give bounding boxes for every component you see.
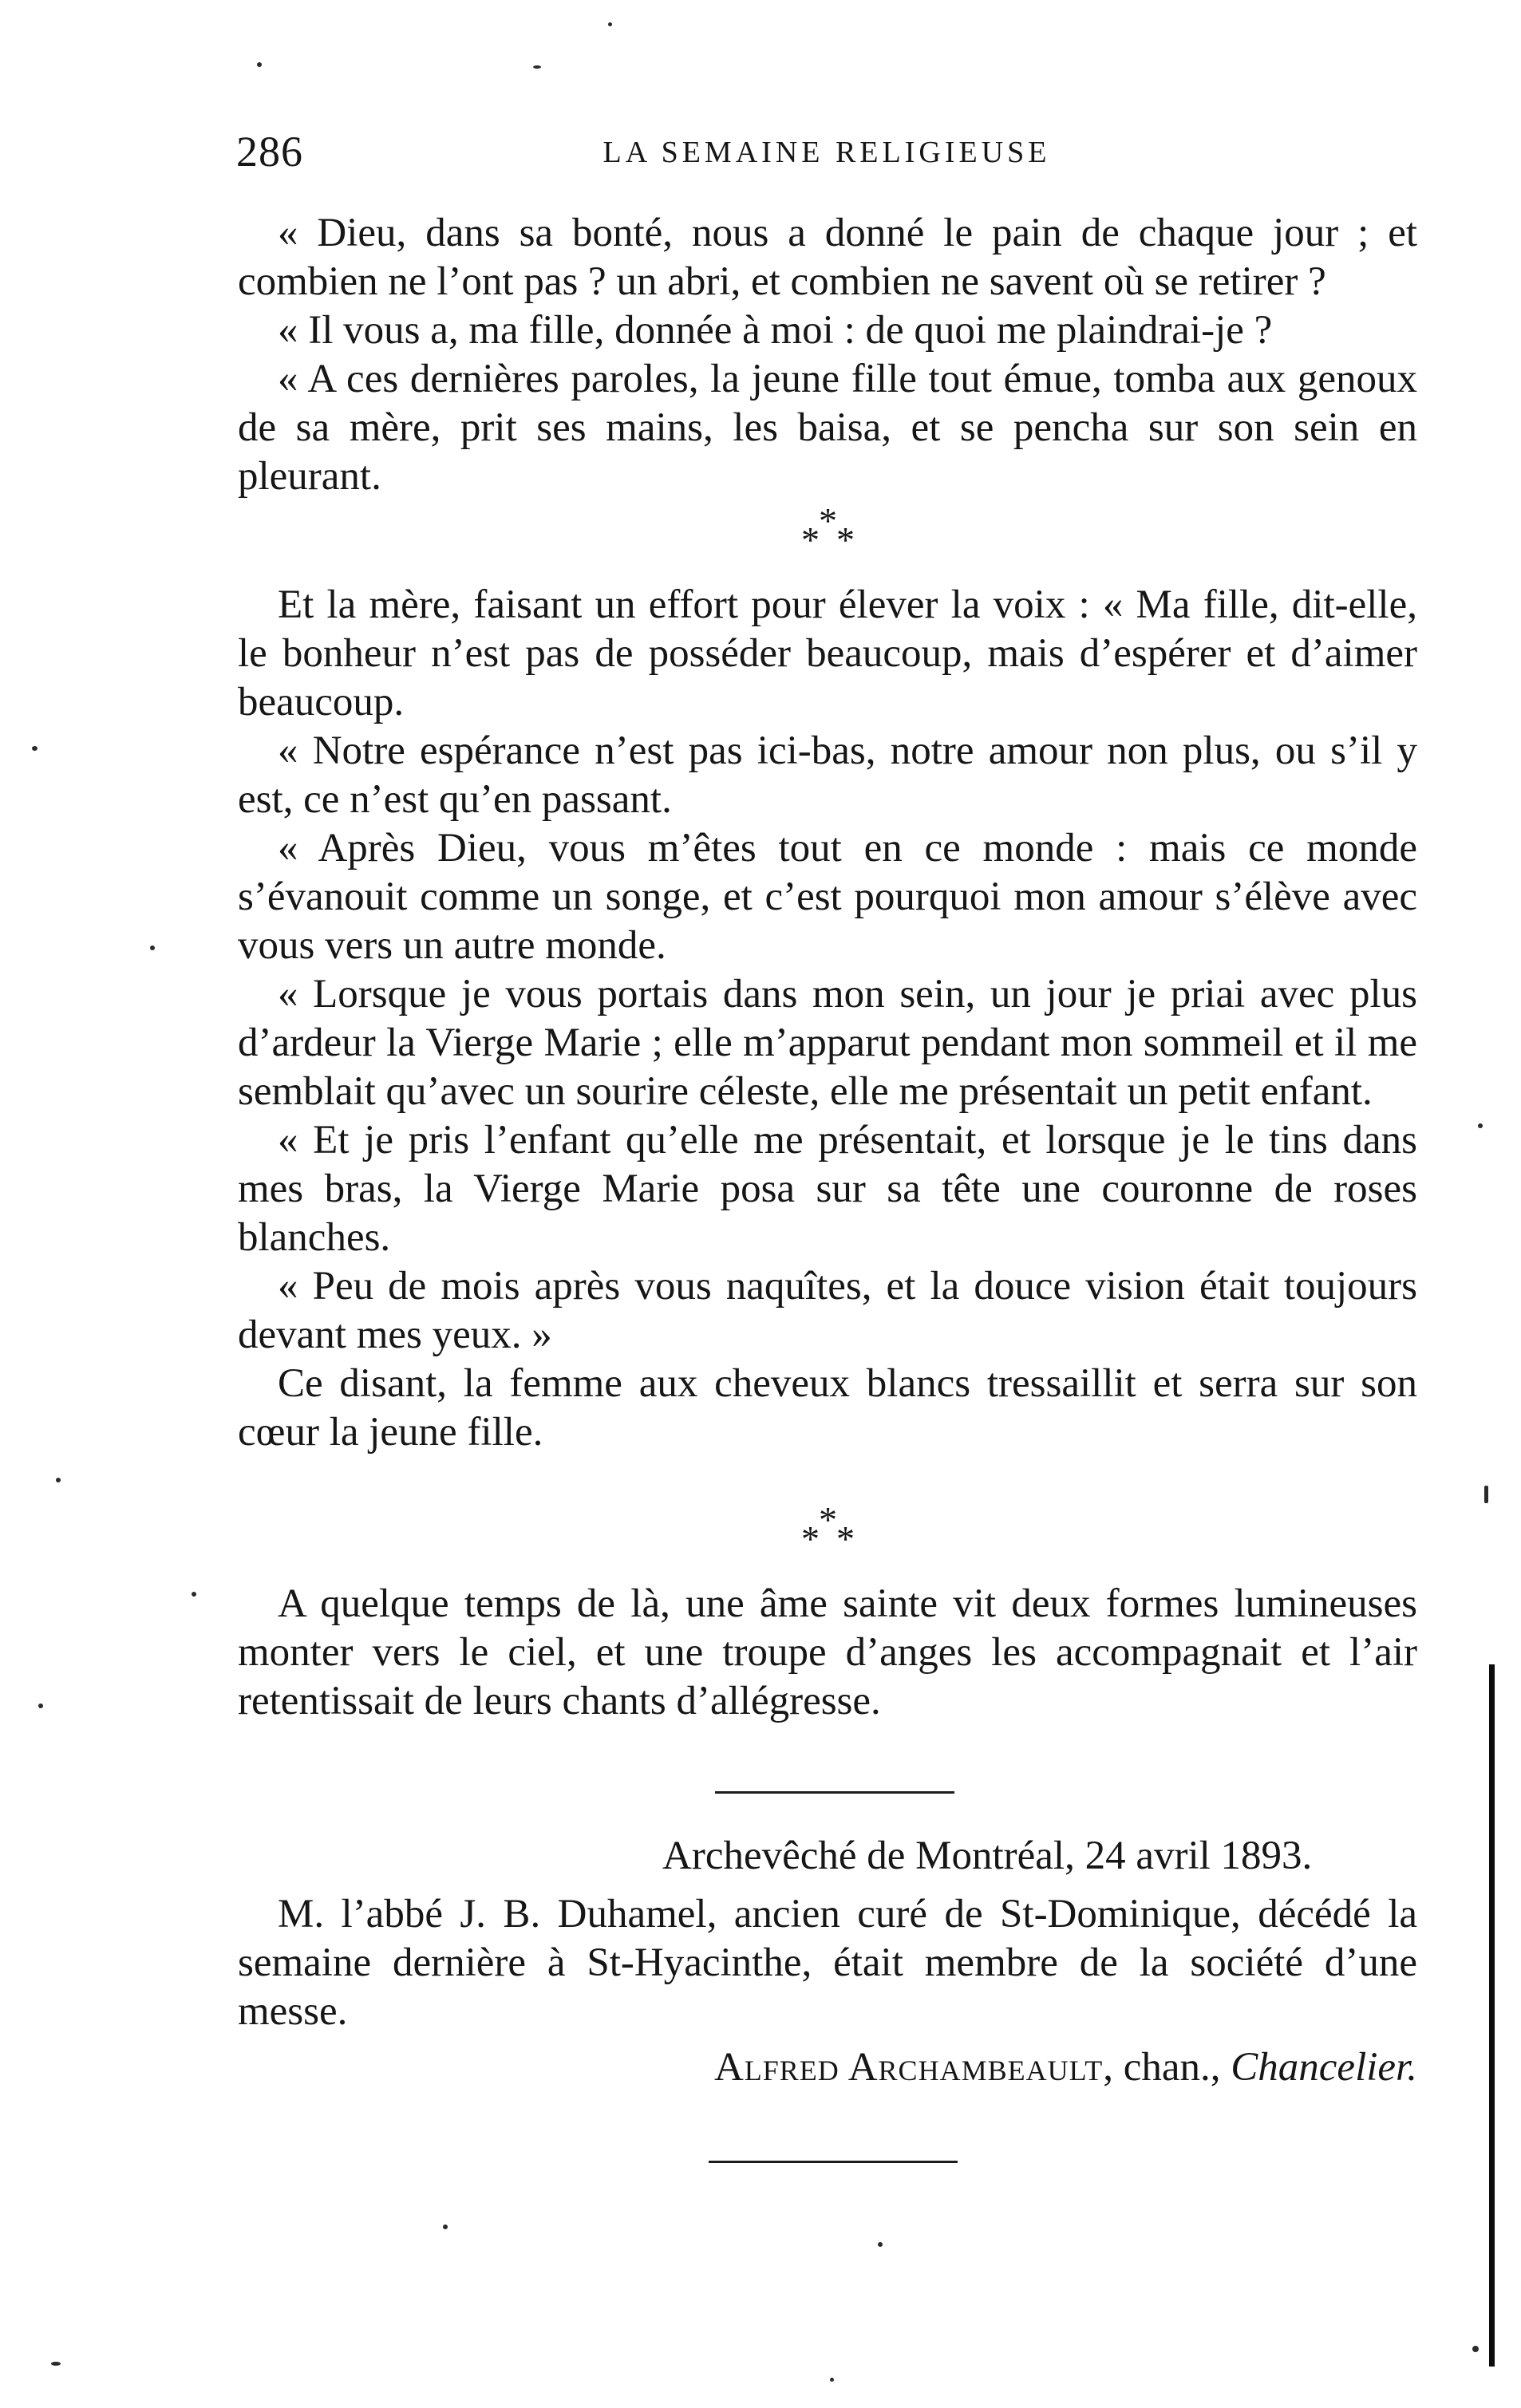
- paragraph: M. l’abbé J. B. Duhamel, ancien curé de St-Dominique, décédé la semaine dernière à St-Hyacinthe, était membre de la société d’une messe.: [238, 1892, 1417, 2034]
- paragraph: A quelque temps de là, une âme sainte vit deux formes lumineuses monter vers le ciel, et une troupe d’anges les accompagnait et l’air retentissait de leurs chants d’allégresse.: [238, 1581, 1417, 1723]
- page-header: [236, 124, 1417, 180]
- asterisk-glyph: *: [801, 519, 820, 560]
- paragraph: Et la mère, faisant un effort pour élever la voix : « Ma fille, dit-elle, le bonheur n’est pas de posséder beaucoup, mais d’espérer et d’aimer beaucoup.: [238, 582, 1417, 724]
- scan-speck: [608, 22, 612, 26]
- scan-speck: [533, 65, 541, 69]
- scan-speck: [1472, 2346, 1479, 2352]
- scan-speck: [38, 1703, 43, 1708]
- scan-speck: [878, 2242, 883, 2247]
- asterisk-glyph: *: [819, 1499, 837, 1540]
- scan-speck: [51, 2362, 61, 2366]
- asterism-separator: [798, 500, 862, 566]
- scan-speck: [443, 2224, 448, 2229]
- asterisk-glyph: *: [836, 1518, 855, 1559]
- scan-speck: [1484, 1486, 1488, 1503]
- page-number: 286: [236, 128, 303, 176]
- paragraph: « Il vous a, ma fille, donnée à moi : de quoi me plaindrai-je ?: [278, 308, 1273, 353]
- text-section-2: [238, 581, 1417, 1457]
- running-title: LA SEMAINE RELIGIEUSE: [602, 136, 1051, 169]
- paragraph: « Lorsque je vous portais dans mon sein, un jour je priai avec plus d’ardeur la Vierge Marie ; elle m’apparut pendant mon sommeil et il me semblait qu’avec un sourire céleste, elle me présentait un petit enfant.: [238, 972, 1417, 1114]
- scan-edge-shadow: [1489, 1664, 1495, 2367]
- text-section-3: [238, 1580, 1417, 1726]
- scan-speck: [192, 1592, 196, 1597]
- scan-speck: [56, 1478, 61, 1482]
- section-divider-rule: [715, 1791, 954, 1794]
- scan-speck: [257, 62, 262, 67]
- signature-role: , chan.,: [1103, 2045, 1231, 2090]
- scan-speck: [32, 746, 38, 751]
- paragraph: « Dieu, dans sa bonté, nous a donné le pain de chaque jour ; et combien ne l’ont pas ? un abri, et combien ne savent où se retirer ?: [238, 211, 1417, 304]
- signature-name: Alfred Archambeault: [713, 2045, 1104, 2090]
- scan-speck: [150, 945, 155, 950]
- paragraph: « Peu de mois après vous naquîtes, et la douce vision était toujours devant mes yeux. »: [238, 1264, 1417, 1357]
- paragraph: « Notre espérance n’est pas ici-bas, notre amour non plus, ou s’il y est, ce n’est qu’en passant.: [238, 728, 1417, 822]
- text-section-1: [238, 209, 1417, 501]
- paragraph: « A ces dernières paroles, la jeune fille tout émue, tomba aux genoux de sa mère, prit ses mains, les baisa, et se pencha sur son sein en pleurant.: [238, 357, 1417, 499]
- asterisk-glyph: *: [801, 1518, 820, 1559]
- paragraph: « Et je pris l’enfant qu’elle me présentait, et lorsque je le tins dans mes bras, la Vierge Marie posa sur sa tête une couronne de roses blanches.: [238, 1118, 1417, 1260]
- signature-title: Chancelier.: [1231, 2045, 1417, 2090]
- scan-speck: [1478, 1123, 1483, 1128]
- end-divider-rule: [709, 2161, 958, 2163]
- paragraph: Ce disant, la femme aux cheveux blancs tressaillit et serra sur son cœur la jeune fille.: [238, 1361, 1417, 1455]
- asterisk-glyph: *: [819, 500, 837, 541]
- scan-speck: [830, 2378, 834, 2382]
- paragraph: « Après Dieu, vous m’êtes tout en ce monde : mais ce monde s’évanouit comme un songe, et c’est pourquoi mon amour s’élève avec vous vers un autre monde.: [238, 826, 1417, 968]
- notice-body: [238, 1890, 1417, 2036]
- signature-line: [670, 2043, 1417, 2092]
- notice-dateline: Archevêché de Montréal, 24 avril 1893.: [662, 1834, 1313, 1878]
- asterisk-glyph: *: [836, 519, 855, 560]
- asterism-separator: [798, 1499, 862, 1565]
